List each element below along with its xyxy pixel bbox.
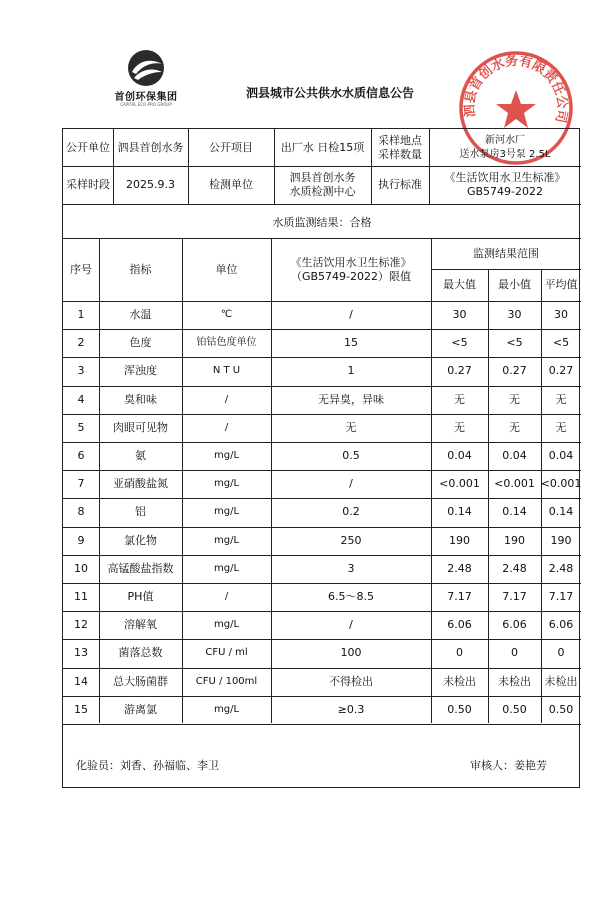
table-cell-max: 30 [452, 308, 467, 322]
table-cell-seq: 12 [74, 618, 88, 632]
table-cell-indicator: 水温 [129, 308, 152, 322]
table-cell-avg: 0.27 [548, 364, 574, 378]
table-cell-avg: 0.04 [548, 449, 574, 463]
table-cell-max: 190 [449, 533, 470, 547]
table-cell-seq: 11 [74, 590, 88, 604]
inspectors-text: 化验员：刘香、孙福临、李卫 [76, 759, 219, 772]
table-cell-min: <5 [506, 336, 523, 350]
sampling-time-label: 采样时段 [66, 178, 110, 191]
publish-unit-value: 泗县首创水务 [117, 140, 184, 154]
table-cell-indicator: 铝 [135, 505, 146, 519]
table-cell-avg: <0.001 [540, 477, 582, 491]
header-avg: 平均值 [544, 278, 578, 291]
result-line: 水质监测结果：合格 [272, 215, 372, 229]
table-cell-limit: 250 [340, 533, 362, 547]
header-range: 监测结果范围 [473, 246, 539, 260]
table-cell-avg: 无 [555, 420, 567, 434]
table-cell-limit: / [349, 477, 353, 491]
test-unit-value: 泗县首创水务 水质检测中心 [289, 171, 356, 198]
table-cell-seq: 6 [77, 449, 85, 463]
table-cell-unit: mg/L [213, 450, 240, 462]
header-seq: 序号 [70, 262, 92, 276]
table-cell-min: 无 [509, 420, 520, 434]
table-cell-max: 0.27 [447, 364, 472, 378]
table-cell-limit: 0.5 [342, 449, 360, 463]
table-cell-avg: 0.50 [548, 702, 574, 716]
table-cell-avg: 0 [557, 646, 565, 660]
table-cell-limit: 6.5～8.5 [328, 590, 374, 604]
table-cell-avg: 无 [555, 392, 567, 406]
table-cell-unit: ℃ [220, 309, 233, 321]
table-cell-max: 2.48 [447, 561, 472, 575]
table-cell-max: 0.04 [447, 449, 472, 463]
table-cell-max: 0.14 [447, 505, 472, 519]
table-cell-seq: 10 [74, 561, 88, 575]
table-cell-min: 30 [507, 308, 522, 322]
table-cell-limit: 不得检出 [329, 674, 373, 688]
table-cell-indicator: 色度 [129, 336, 152, 350]
table-cell-avg: 2.48 [548, 561, 574, 575]
table-cell-min: 未检出 [498, 674, 531, 688]
table-cell-max: 7.17 [447, 590, 472, 604]
table-cell-min: 0.27 [502, 364, 527, 378]
table-cell-seq: 9 [77, 533, 85, 547]
table-cell-indicator: PH值 [127, 590, 154, 604]
header-min: 最小值 [498, 278, 531, 291]
table-cell-seq: 5 [77, 420, 85, 434]
table-cell-limit: / [349, 618, 353, 632]
svg-text:泗县首创水务有限责任公司: 泗县首创水务有限责任公司 [462, 53, 570, 125]
table-cell-seq: 1 [77, 308, 85, 322]
table-cell-max: 6.06 [447, 618, 472, 632]
table-rule [63, 204, 581, 205]
table-cell-seq: 14 [74, 674, 88, 688]
table-cell-avg: <5 [552, 336, 570, 350]
table-cell-min: 7.17 [502, 590, 527, 604]
table-cell-indicator: 溶解氧 [124, 618, 157, 632]
table-cell-indicator: 总大肠菌群 [113, 674, 168, 688]
table-cell-min: 0.14 [502, 505, 527, 519]
table-cell-indicator: 臭和味 [124, 392, 157, 406]
table-cell-avg: 30 [554, 308, 568, 322]
table-cell-unit: / [224, 421, 229, 433]
table-cell-unit: mg/L [213, 619, 240, 631]
table-cell-seq: 4 [77, 392, 85, 406]
table-cell-avg: 0.14 [548, 505, 574, 519]
standard-value: 《生活饮用水卫生标准》 GB5749-2022 [444, 171, 566, 198]
table-cell-indicator: 浑浊度 [124, 364, 157, 378]
table-cell-limit: ≥0.3 [337, 702, 365, 716]
test-unit-label: 检测单位 [209, 178, 253, 191]
table-cell-indicator: 肉眼可见物 [113, 420, 168, 434]
publish-item-label: 公开项目 [209, 140, 253, 154]
table-cell-min: 190 [504, 533, 525, 547]
table-cell-unit: 铂钴色度单位 [196, 337, 257, 349]
logo-emblem-icon [124, 48, 168, 88]
publish-unit-label: 公开单位 [66, 140, 110, 154]
table-cell-unit: mg/L [213, 534, 240, 546]
table-cell-seq: 15 [74, 702, 88, 716]
table-cell-limit: / [349, 308, 353, 322]
table-cell-max: 0.50 [447, 702, 472, 716]
table-cell-indicator: 亚硝酸盐氮 [113, 477, 168, 491]
sampling-place-value: 新河水厂 送水泵房3号泵 2.5L [459, 134, 551, 160]
table-cell-unit: mg/L [213, 562, 240, 574]
reviewer-text: 审核人：姜艳芳 [470, 759, 547, 772]
table-cell-unit: mg/L [213, 506, 240, 518]
table-cell-limit: 无异臭，异味 [318, 392, 384, 406]
table-cell-limit: 0.2 [342, 505, 360, 519]
table-cell-unit: / [224, 591, 229, 603]
table-cell-max: <5 [451, 336, 468, 350]
table-rule [63, 724, 581, 725]
table-cell-seq: 13 [74, 646, 88, 660]
table-cell-limit: 1 [347, 364, 355, 378]
header-indicator: 指标 [129, 262, 152, 276]
table-cell-indicator: 氨 [135, 449, 146, 463]
table-cell-max: 无 [454, 420, 465, 434]
table-cell-indicator: 菌落总数 [118, 646, 163, 660]
table-cell-limit: 100 [340, 646, 362, 660]
logo-brand-text: 首创环保集团 [114, 92, 178, 103]
table-cell-limit: 无 [345, 420, 357, 434]
table-cell-max: <0.001 [439, 477, 480, 491]
header-limit: 《生活饮用水卫生标准》 （GB5749-2022）限值 [290, 255, 412, 283]
table-cell-avg: 6.06 [548, 618, 574, 632]
table-cell-indicator: 氯化物 [124, 533, 157, 547]
company-logo [98, 48, 194, 108]
table-cell-indicator: 高锰酸盐指数 [107, 561, 174, 575]
header-unit: 单位 [215, 262, 238, 276]
table-cell-indicator: 游离氯 [124, 702, 157, 716]
table-cell-unit: CFU / 100ml [195, 675, 258, 687]
table-cell-min: <0.001 [494, 477, 535, 491]
table-cell-limit: 15 [344, 336, 358, 350]
table-cell-min: 2.48 [502, 561, 527, 575]
table-cell-seq: 8 [77, 505, 85, 519]
table-cell-min: 0.50 [502, 702, 527, 716]
sampling-time-value: 2025.9.3 [126, 178, 175, 191]
table-cell-unit: N T U [212, 365, 241, 377]
table-cell-max: 0 [456, 646, 463, 660]
table-cell-avg: 7.17 [548, 590, 574, 604]
table-cell-min: 0 [511, 646, 518, 660]
logo-brand-en-text: CAPITAL ECO-PRO GROUP [120, 102, 172, 107]
table-cell-seq: 2 [77, 336, 85, 350]
table-cell-min: 6.06 [502, 618, 527, 632]
header-max: 最大值 [443, 278, 476, 291]
table-cell-limit: 3 [347, 561, 355, 575]
table-cell-unit: CFU / ml [205, 647, 248, 659]
sampling-place-qty-label: 采样地点 采样数量 [378, 133, 422, 161]
table-cell-min: 0.04 [502, 449, 527, 463]
table-cell-unit: mg/L [213, 703, 240, 715]
table-cell-seq: 3 [77, 364, 85, 378]
publish-item-value: 出厂水 日检15项 [280, 140, 365, 154]
table-cell-max: 未检出 [443, 674, 476, 688]
table-cell-max: 无 [454, 392, 465, 406]
table-cell-unit: mg/L [213, 478, 240, 490]
table-cell-avg: 未检出 [544, 674, 578, 688]
standard-label: 执行标准 [378, 178, 422, 191]
table-cell-seq: 7 [77, 477, 85, 491]
page-title: 泗县城市公共供水水质信息公告 [245, 86, 414, 100]
table-cell-avg: 190 [550, 533, 572, 547]
water-quality-table [62, 128, 580, 788]
table-cell-unit: / [224, 393, 229, 405]
table-cell-min: 无 [509, 392, 520, 406]
